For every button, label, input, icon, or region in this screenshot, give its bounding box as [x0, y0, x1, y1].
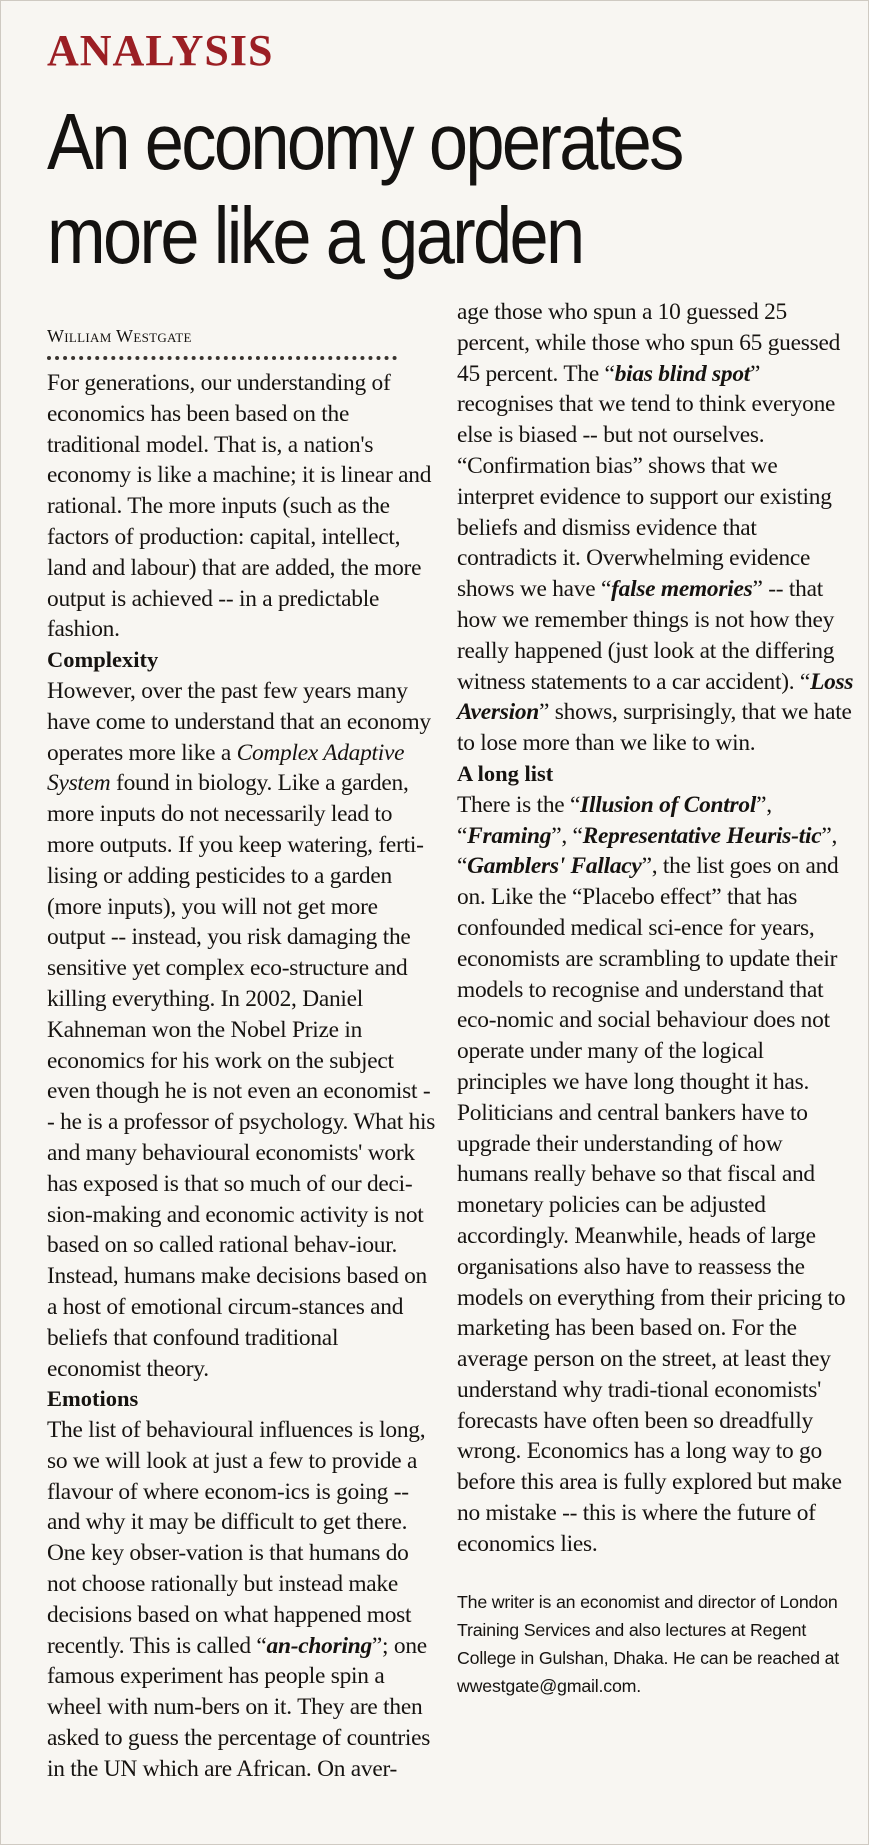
bold-italic-term: an-choring [266, 1632, 372, 1659]
headline [47, 95, 751, 283]
paragraph-intro: For generations, our understanding of economics has been based on the traditional model. That is, a nation's economy is like a machine; it is linear and rational. The more inputs (such as the factors of production: capital, intellect, land and labour) that are added, the more output is achieved -- in a predictable fashion. [47, 370, 432, 643]
bold-italic-term: Loss Aversion [457, 668, 854, 726]
paragraph-text: There is the “ [457, 791, 581, 818]
paragraph-text: ”, the list goes on and on. Like the “Placebo effect” that has confounded medical sci-ence for years, economists are scrambling to update their models to recognise and understand that eco-nomic and social behaviour does not operate under many of the logical principles we have long thought it has. Politicians and central bankers have to upgrade their understanding of how humans really behave so that fiscal and monetary policies can be adjusted accordingly. Meanwhile, heads of large organisations also have to reassess the models on everything from their pricing to marketing has been based on. For the average person on the street, at least they understand why tradi-tional economists' forecasts have often been so dreadfully wrong. Economics has a long way to go before this area is fully explored but make no mistake -- this is where the future of economics lies. [457, 853, 846, 1557]
headline-line-2: more like a garden [47, 191, 583, 280]
paragraph-text: ” shows, surprisingly, that we hate to lose more than we like to win. [457, 699, 852, 757]
paragraph-text: found in biology. Like a garden, more inputs do not necessarily lead to more outputs. If you keep watering, ferti-lising or adding pesticides to a garden (more inputs), you will not get more output -- instead, you risk damaging the sensitive yet complex eco-structure and killing everything. In 2002, Daniel Kahneman won the Nobel Prize in economics for his work on the subject even though he is not even an economist -- he is a professor of psychology. What his and many behavioural economists' work has exposed is that so much of our deci-sion-making and economic activity is not based on so called rational behav-iour. Instead, humans make decisions based on a host of emotional circum-stances and beliefs that confound traditional economist theory. [47, 770, 436, 1382]
paragraph-text: ”, “ [551, 822, 583, 849]
bold-italic-term: Illusion of Control [580, 791, 757, 818]
paragraph-complexity [47, 676, 437, 1384]
paragraph-text: age those who spun a 10 guessed 25 percent, while those who spun 65 guessed 45 percent. The “ [457, 299, 841, 387]
subhead-complexity: Complexity [47, 647, 159, 673]
subhead-a-long-list: A long list [457, 760, 554, 786]
paragraph-text: ”, “ [457, 791, 772, 849]
paragraph-text: ” recognises that we tend to think everyone else is biased -- but not ourselves. “Confirmation bias” shows that we interpret evidence to support our existing beliefs and dismiss evidence that contradicts it. Overwhelming evidence shows we have “ [457, 360, 836, 603]
italic-term: Complex Adaptive System [47, 739, 405, 797]
bold-italic-term: bias blind spot [614, 360, 751, 387]
bold-italic-term: false memories [611, 576, 753, 603]
subhead-emotions: Emotions [47, 1386, 139, 1412]
paragraph-long-list [457, 790, 857, 1560]
right-column [457, 297, 857, 1700]
bold-italic-term: Gamblers' Fallacy [467, 853, 642, 880]
left-column [47, 322, 437, 1785]
author-footnote: The writer is an economist and director of London Training Services and also lectures at Regent College in Gulshan, Dhaka. He can be reached at wwestgate@gmail.com. [457, 1591, 840, 1696]
paragraph-text: ”; one famous experiment has people spin a wheel with num-bers on it. They are then asked to guess the percentage of countries in the UN which are African. On aver- [47, 1632, 431, 1782]
section-kicker: ANALYSIS [47, 26, 274, 75]
paragraph-text: ” -- that how we remember things is not how they really happened (just look at the differing witness statements to a car accident). “ [457, 576, 835, 695]
bold-italic-term: Framing [467, 822, 552, 849]
paragraph-text: The list of behavioural influences is long, so we will look at just a few to provide a flavour of where econom-ics is going -- and why it may be difficult to get there. One key obser-vation is that humans do not choose rationally but instead make decisions based on what happened most recently. This is called “ [47, 1417, 426, 1659]
byline: William Westgate [47, 326, 192, 346]
paragraph-emotions [47, 1415, 437, 1785]
spacer [457, 1560, 857, 1588]
dotted-divider [47, 356, 397, 360]
paragraph-text: However, over the past few years many have come to understand that an economy operates more like a [47, 677, 431, 766]
headline-line-1: An economy operates [47, 97, 682, 186]
paragraph-biases [457, 297, 857, 759]
bold-italic-term: Representative Heuris-tic [582, 822, 822, 849]
paragraph-text: ”, “ [457, 822, 838, 880]
